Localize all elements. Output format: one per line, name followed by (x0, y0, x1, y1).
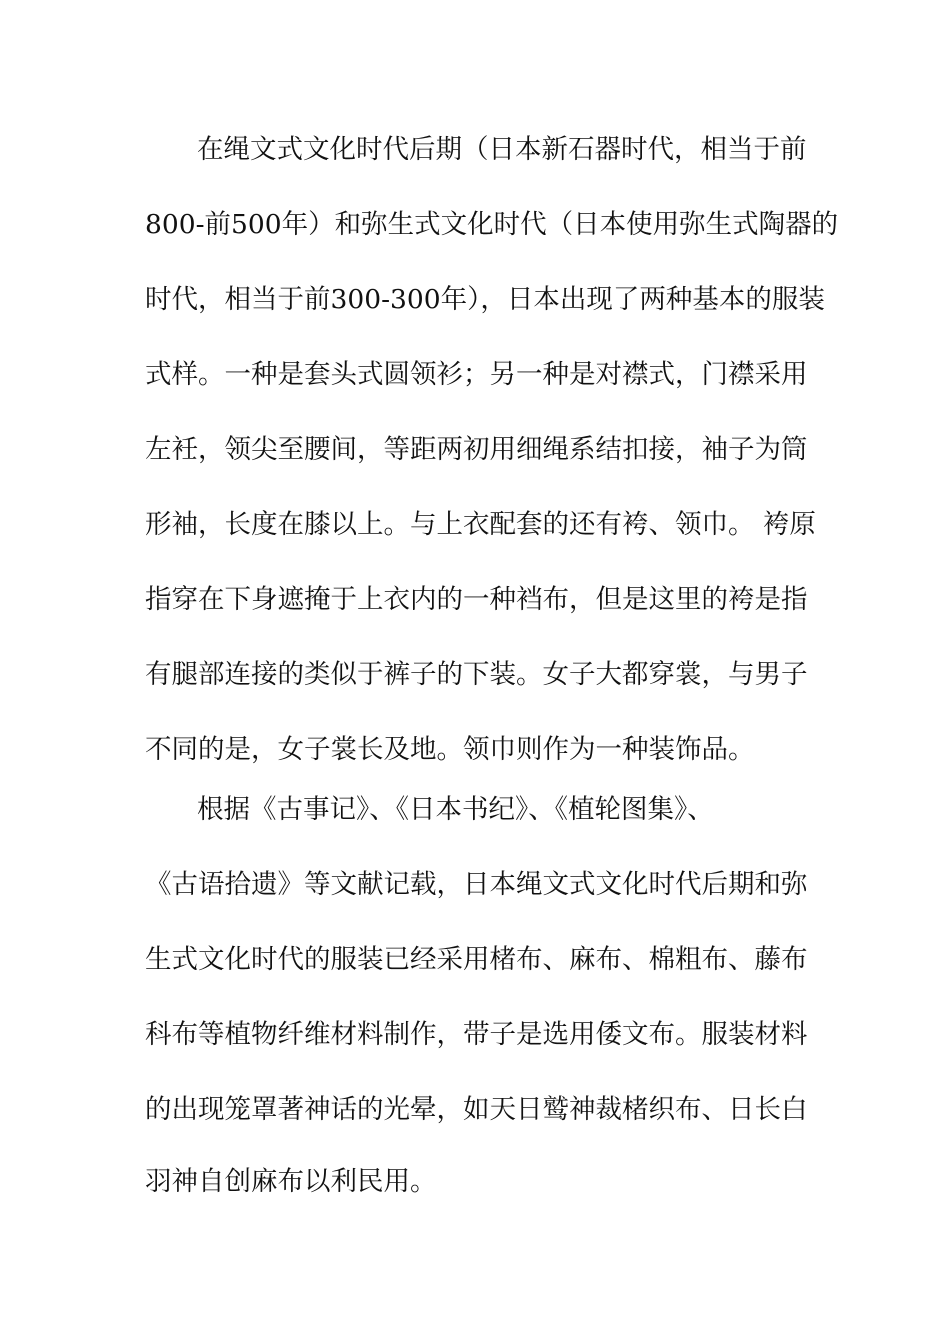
paragraph-1-line-2: 800-前500年）和弥生式文化时代（日本使用弥生式陶器的 (145, 209, 839, 240)
paragraph-2-line-4: 科布等植物纤维材料制作，带子是选用倭文布。服装材料 (145, 1019, 808, 1050)
paragraph-2-line-5: 的出现笼罩著神话的光晕，如天日鹫神裁楮织布、日长白 (145, 1094, 808, 1125)
paragraph-1-line-9: 不同的是，女子裳长及地。领巾则作为一种装饰品。 (145, 734, 755, 765)
paragraph-2-line-6: 羽神自创麻布以利民用。 (145, 1166, 437, 1197)
paragraph-1-line-1: 在绳文式文化时代后期（日本新石器时代，相当于前 (197, 134, 807, 165)
paragraph-1-line-7: 指穿在下身遮掩于上衣内的一种裆布，但是这里的袴是指 (145, 584, 808, 615)
paragraph-1-line-8: 有腿部连接的类似于裤子的下装。女子大都穿裳，与男子 (145, 659, 808, 690)
paragraph-1-line-6: 形袖，长度在膝以上。与上衣配套的还有袴、领巾。 袴原 (145, 509, 816, 540)
paragraph-1-line-5: 左衽，领尖至腰间，等距两初用细绳系结扣接，袖子为筒 (145, 434, 808, 465)
paragraph-1-line-4: 式样。一种是套头式圆领衫；另一种是对襟式，门襟采用 (145, 359, 808, 390)
paragraph-1-line-3: 时代，相当于前300-300年），日本出现了两种基本的服装 (145, 284, 825, 315)
paragraph-2-line-2: 《古语拾遗》等文献记载，日本绳文式文化时代后期和弥 (145, 869, 808, 900)
paragraph-2-line-3: 生式文化时代的服装已经采用楮布、麻布、棉粗布、藤布 (145, 944, 808, 975)
paragraph-2-line-1: 根据《古事记》、《日本书纪》、《植轮图集》、 (197, 794, 714, 825)
